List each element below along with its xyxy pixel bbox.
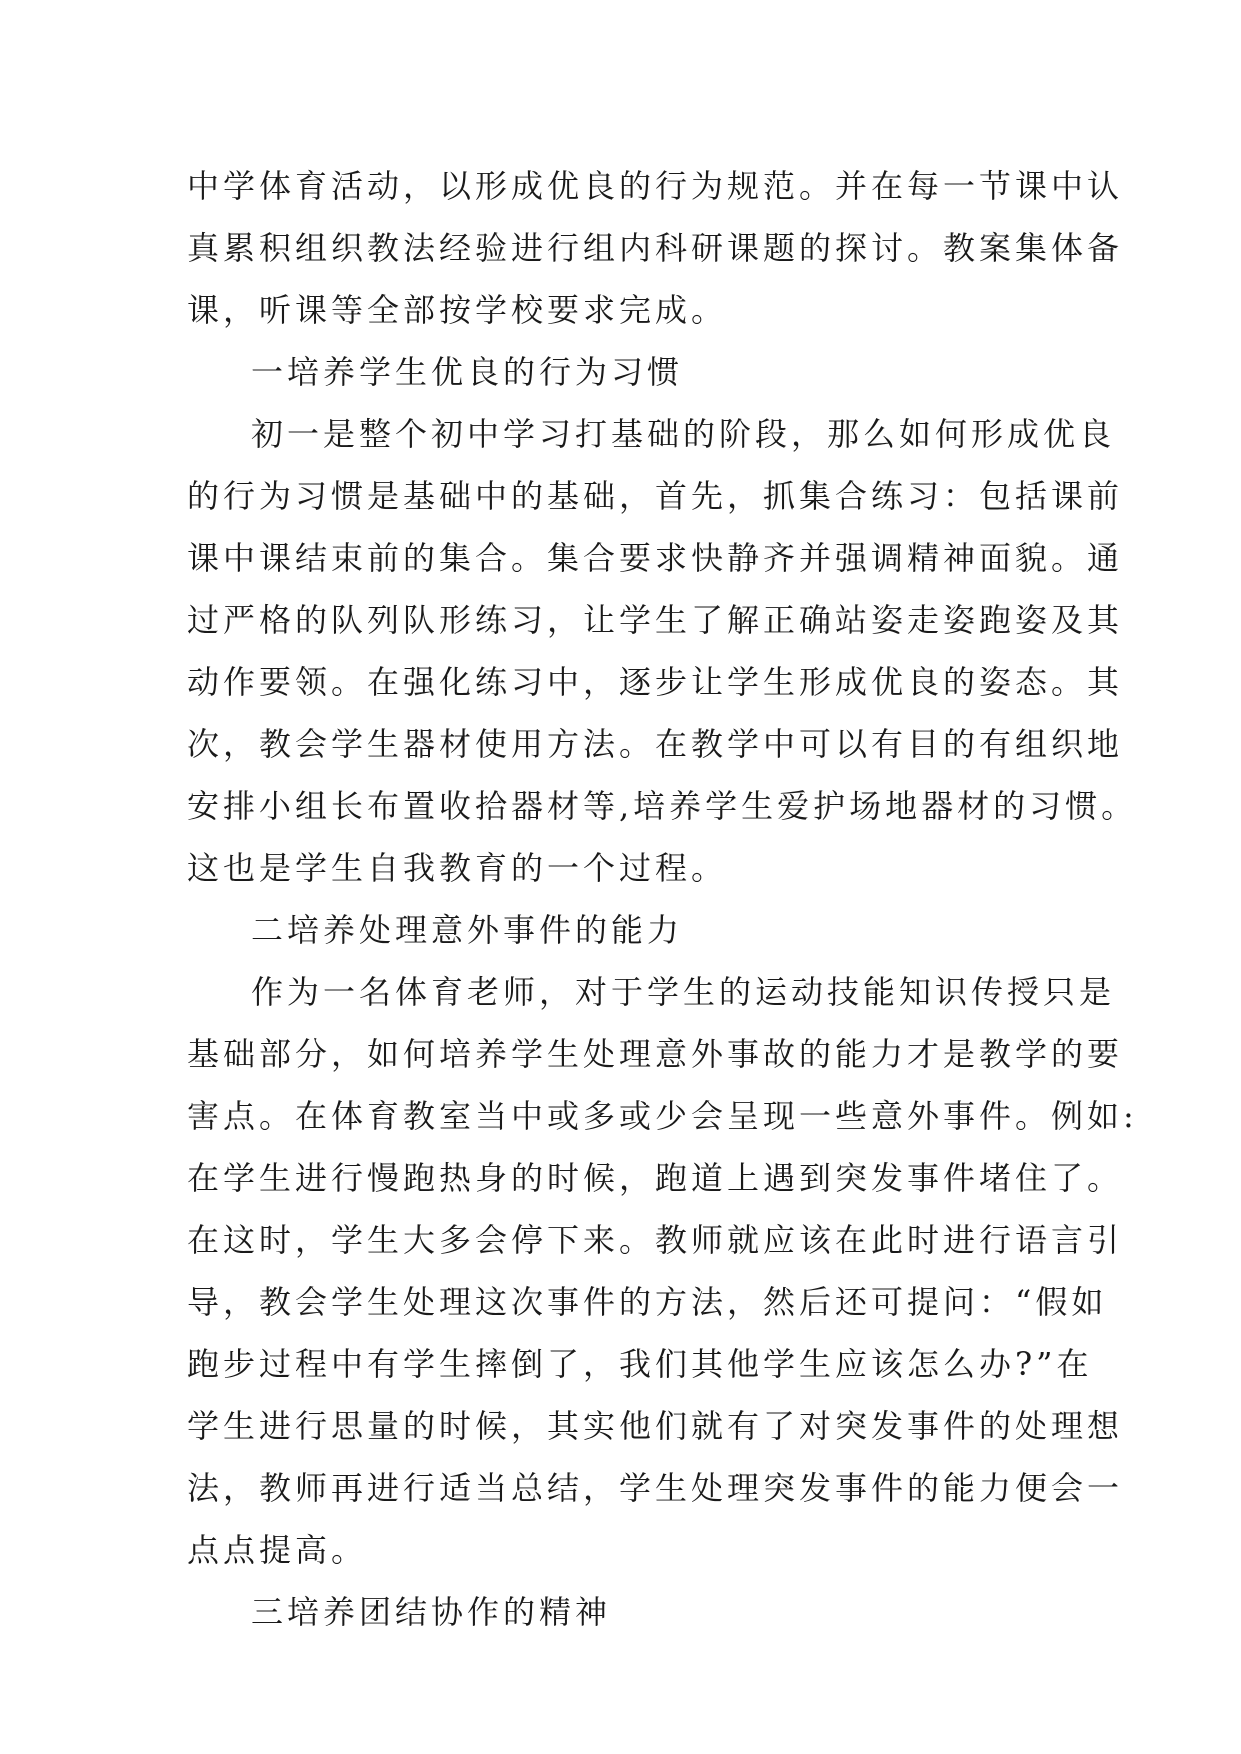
paragraph-start-line: 二培养处理意外事件的能力: [251, 911, 684, 949]
text-line: 法，教师再进行适当总结，学生处理突发事件的能力便会一: [187, 1469, 1124, 1507]
paragraph-start-line: 三培养团结协作的精神: [251, 1593, 612, 1631]
text-line: 基础部分，如何培养学生处理意外事故的能力才是教学的要: [187, 1035, 1124, 1073]
text-line: 动作要领。在强化练习中，逐步让学生形成优良的姿态。其: [187, 663, 1124, 701]
text-line: 课中课结束前的集合。集合要求快静齐并强调精神面貌。通: [187, 539, 1124, 577]
text-line: 点点提高。: [187, 1531, 368, 1569]
text-line: 真累积组织教法经验进行组内科研课题的探讨。教案集体备: [187, 229, 1124, 267]
text-line: 这也是学生自我教育的一个过程。: [187, 849, 728, 887]
text-line: 中学体育活动，以形成优良的行为规范。并在每一节课中认: [187, 167, 1124, 205]
text-line: 安排小组长布置收拾器材等,培养学生爱护场地器材的习惯。: [187, 787, 1138, 825]
text-line: 课，听课等全部按学校要求完成。: [187, 291, 728, 329]
text-line: 害点。在体育教室当中或多或少会呈现一些意外事件。例如:: [187, 1097, 1138, 1135]
paragraph-start-line: 作为一名体育老师，对于学生的运动技能知识传授只是: [251, 973, 1116, 1011]
text-line: 在学生进行慢跑热身的时候，跑道上遇到突发事件堵住了。: [187, 1159, 1124, 1197]
text-line: 过严格的队列队形练习，让学生了解正确站姿走姿跑姿及其: [187, 601, 1124, 639]
text-line: 跑步过程中有学生摔倒了，我们其他学生应该怎么办?”在: [187, 1345, 1093, 1383]
paragraph-start-line: 初一是整个初中学习打基础的阶段，那么如何形成优良: [251, 415, 1116, 453]
text-line: 次，教会学生器材使用方法。在教学中可以有目的有组织地: [187, 725, 1124, 763]
text-line: 导，教会学生处理这次事件的方法，然后还可提问：“假如: [187, 1283, 1108, 1321]
paragraph-start-line: 一培养学生优良的行为习惯: [251, 353, 684, 391]
text-line: 的行为习惯是基础中的基础，首先，抓集合练习：包括课前: [187, 477, 1124, 515]
document-body: [187, 155, 1138, 1643]
text-line: 在这时，学生大多会停下来。教师就应该在此时进行语言引: [187, 1221, 1124, 1259]
text-line: 学生进行思量的时候，其实他们就有了对突发事件的处理想: [187, 1407, 1124, 1445]
